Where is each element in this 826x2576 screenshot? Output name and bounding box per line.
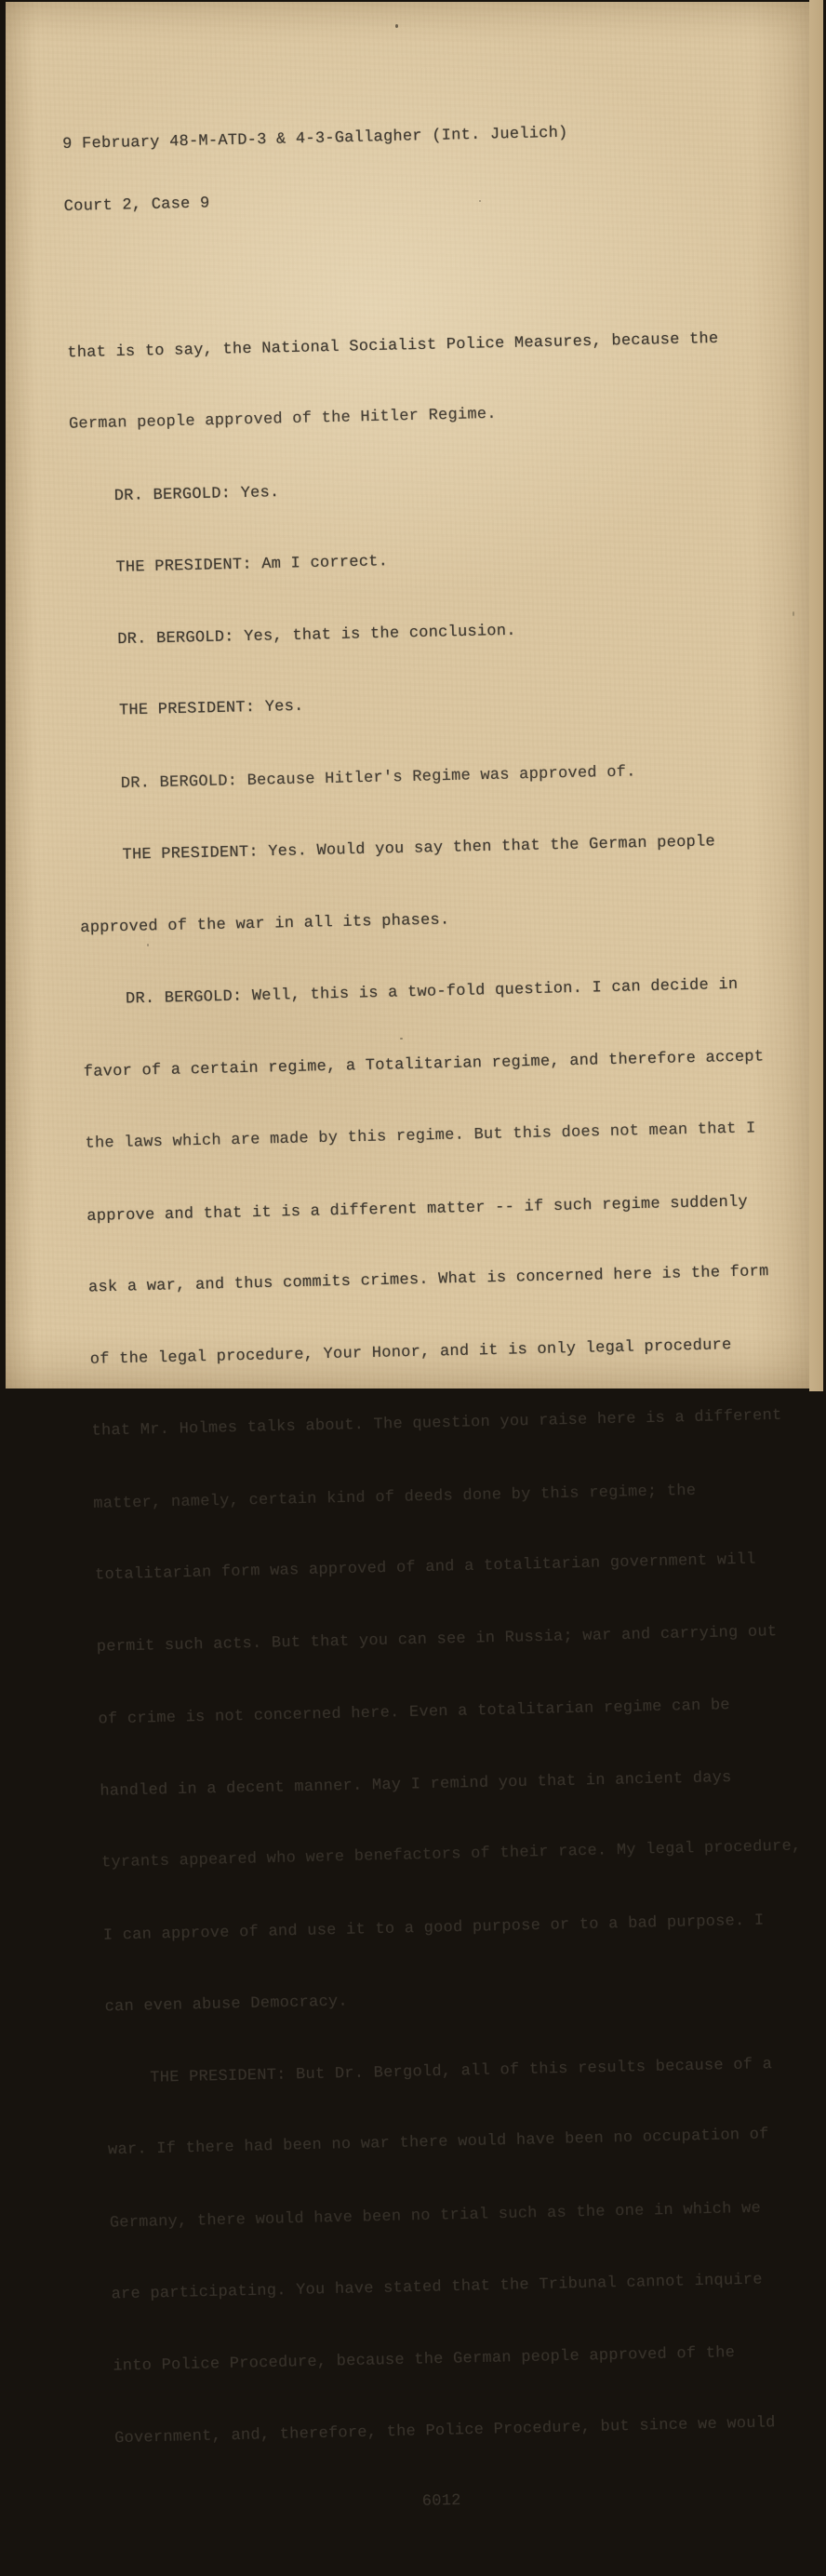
ink-speck	[395, 24, 398, 28]
transcript-line: handled in a decent manner. May I remind you that in ancient days	[100, 1768, 732, 1801]
transcript-line: Germany, there would have been no trial such as the one in which we	[109, 2199, 762, 2233]
transcript-line: DR. BERGOLD: Well, this is a two-fold question. I can decide in	[125, 975, 739, 1009]
transcript-line: tyrants appeared who were benefactors of their race. My legal procedure,	[100, 1837, 802, 1872]
transcript-line: I can approve of and use it to a good purpose or to a bad purpose. I	[102, 1912, 765, 1945]
transcript-line: approve and that it is a different matter -- if such regime suddenly	[87, 1193, 749, 1226]
transcript-line: THE PRESIDENT: Yes. Would you say then that the German people	[122, 833, 716, 865]
transcript-line: war. If there had been no war there would have been no occupation of	[107, 2126, 769, 2160]
transcript-line: Government, and, therefore, the Police Procedure, but since we would	[113, 2413, 776, 2448]
transcript-line: can even abuse Democracy.	[104, 1992, 349, 2017]
transcript-body	[66, 291, 826, 2558]
header-dateline: 9 February 48-M-ATD-3 & 4-3-Gallagher (Int. Juelich)	[61, 124, 568, 154]
transcript-line: THE PRESIDENT: But Dr. Bergold, all of this results because of a	[150, 2056, 773, 2087]
underlying-page-edge	[809, 0, 823, 1391]
transcript-line: the laws which are made by this regime. But this does not mean that I	[85, 1120, 756, 1153]
page-number: 6012	[421, 2491, 461, 2511]
transcript-line: into Police Procedure, because the German people approved of the	[113, 2344, 736, 2376]
transcript-line: favor of a certain regime, a Totalitarian regime, and therefore accept	[83, 1048, 765, 1081]
paper-fiber-mark	[793, 611, 794, 616]
transcript-line: totalitarian form was approved of and a totalitarian government will	[94, 1550, 756, 1585]
transcript-line: that Mr. Holmes talks about. The question you raise here is a different	[91, 1407, 782, 1442]
transcript-line: of crime is not concerned here. Even a totalitarian regime can be	[98, 1696, 730, 1729]
transcript-line: are participating. You have stated that the Tribunal cannot inquire	[111, 2271, 763, 2304]
transcript-line: THE PRESIDENT: Yes.	[118, 698, 304, 720]
transcript-line: permit such acts. But that you can see in Russia; war and carrying out	[96, 1623, 778, 1657]
transcript-line: of the legal procedure, Your Honor, and it is only legal procedure	[89, 1336, 732, 1370]
transcript-line: approved of the war in all its phases.	[80, 911, 450, 938]
transcript-line: matter, namely, certain kind of deeds done by this regime; the	[93, 1482, 697, 1513]
transcript-line: DR. BERGOLD: Yes, that is the conclusion.	[117, 622, 516, 650]
transcript-line: German people approved of the Hitler Regime.	[68, 406, 497, 435]
transcript-line: DR. BERGOLD: Because Hitler's Regime was approved of.	[120, 763, 636, 793]
header-court-case: Court 2, Case 9	[63, 195, 210, 216]
transcript-line: ask a war, and thus commits crimes. What is concerned here is the form	[87, 1262, 769, 1297]
transcript-line: THE PRESIDENT: Am I correct.	[115, 553, 389, 577]
typewritten-content	[61, 80, 826, 2576]
transcript-line: DR. BERGOLD: Yes.	[113, 483, 280, 505]
transcript-line: that is to say, the National Socialist Police Measures, because the	[67, 329, 719, 363]
